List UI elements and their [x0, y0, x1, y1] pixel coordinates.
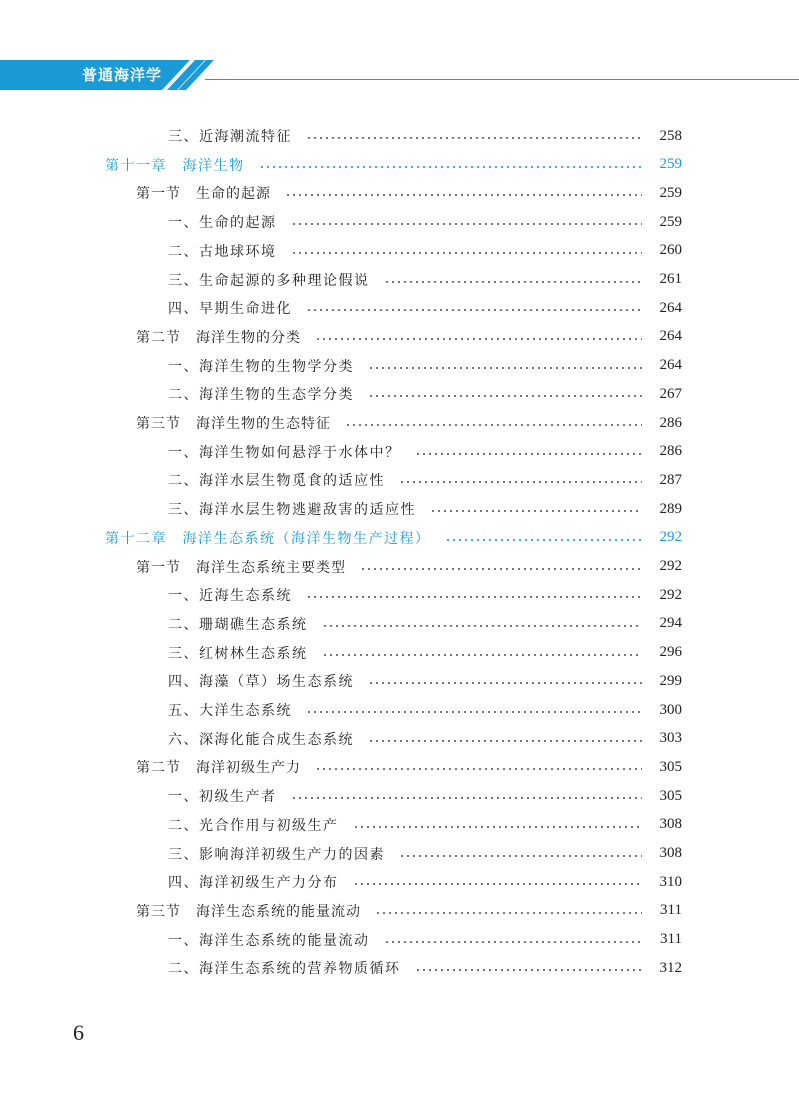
toc-chapter-row[interactable] — [105, 153, 682, 177]
toc-entry-label: 三、影响海洋初级生产力的因素 — [168, 846, 385, 863]
dot-leader — [384, 281, 643, 283]
toc-entry-page: 303 — [659, 730, 682, 747]
toc-entry-page: 312 — [659, 959, 682, 976]
toc-entry-page: 305 — [659, 758, 682, 775]
toc-entry-row[interactable] — [168, 928, 682, 952]
toc-entry-row[interactable] — [168, 842, 682, 866]
toc-entry-label: 第三节 海洋生物的生态特征 — [136, 416, 331, 432]
dot-leader — [445, 539, 643, 541]
toc-entry-row[interactable] — [168, 784, 682, 808]
toc-entry-page: 258 — [659, 127, 682, 144]
toc-entry-row[interactable] — [168, 296, 682, 320]
dot-leader — [322, 654, 643, 656]
toc-entry-page: 300 — [659, 701, 682, 718]
dot-leader — [259, 166, 643, 168]
toc-section-row[interactable] — [136, 411, 682, 435]
dot-leader — [306, 711, 642, 713]
dot-leader — [291, 797, 643, 799]
dot-leader — [315, 768, 642, 770]
dot-leader — [368, 367, 642, 369]
dot-leader — [322, 625, 643, 627]
toc-entry-row[interactable] — [168, 124, 682, 148]
toc-entry-page: 259 — [659, 213, 682, 230]
dot-leader — [368, 682, 642, 684]
toc-entry-label: 四、早期生命进化 — [168, 301, 292, 318]
toc-entry-label: 六、深海化能合成生态系统 — [168, 731, 354, 748]
toc-entry-label: 四、海洋初级生产力分布 — [168, 875, 339, 892]
header-rule — [205, 79, 799, 80]
toc-entry-page: 311 — [660, 902, 682, 919]
toc-entry-row[interactable] — [168, 210, 682, 234]
toc-chapter-row[interactable] — [105, 526, 682, 550]
dot-leader — [315, 338, 642, 340]
book-title: 普通海洋学 — [82, 66, 163, 84]
toc-entry-label: 第十二章 海洋生态系统（海洋生物生产过程） — [105, 530, 431, 547]
toc-entry-label: 第二节 海洋初级生产力 — [136, 760, 301, 777]
toc-entry-row[interactable] — [168, 813, 682, 837]
toc-entry-label: 二、光合作用与初级生产 — [168, 817, 339, 834]
toc-entry-page: 260 — [659, 242, 682, 259]
toc-entry-page: 308 — [659, 816, 682, 833]
toc-entry-row[interactable] — [168, 440, 682, 464]
toc-entry-row[interactable] — [168, 468, 682, 492]
toc-entry-label: 第一节 海洋生态系统主要类型 — [136, 559, 346, 576]
toc-entry-row[interactable] — [168, 870, 682, 894]
toc-entry-row[interactable] — [168, 956, 682, 980]
dot-leader — [353, 883, 643, 885]
toc-entry-label: 三、海洋水层生物逃避敌害的适应性 — [168, 502, 416, 519]
toc-section-row[interactable] — [136, 325, 682, 349]
toc-entry-label: 一、海洋生物的生物学分类 — [168, 358, 354, 375]
dot-leader — [399, 481, 642, 483]
dot-leader — [360, 568, 642, 570]
toc-entry-row[interactable] — [168, 497, 682, 521]
toc-entry-row[interactable] — [168, 612, 682, 636]
dot-leader — [291, 223, 643, 225]
toc-entry-label: 三、生命起源的多种理论假说 — [168, 272, 370, 289]
toc-entry-row[interactable] — [168, 583, 682, 607]
toc-section-row[interactable] — [136, 555, 682, 579]
toc-entry-label: 二、古地球环境 — [168, 243, 277, 260]
dot-leader — [353, 826, 643, 828]
toc-entry-page: 289 — [659, 500, 682, 517]
dot-leader — [306, 596, 642, 598]
toc-entry-row[interactable] — [168, 382, 682, 406]
toc-entry-page: 259 — [659, 184, 682, 201]
dot-leader — [368, 395, 642, 397]
toc-entry-page: 259 — [659, 156, 682, 173]
toc-entry-label: 第十一章 海洋生物 — [105, 157, 245, 174]
toc-entry-page: 311 — [660, 931, 682, 948]
toc-entry-row[interactable] — [168, 239, 682, 263]
toc-entry-page: 292 — [659, 529, 682, 546]
dot-leader — [285, 194, 642, 196]
toc-entry-page: 299 — [659, 672, 682, 689]
toc-entry-page: 264 — [659, 328, 682, 345]
toc-entry-page: 292 — [659, 558, 682, 574]
toc-entry-page: 294 — [659, 615, 682, 632]
toc-entry-label: 二、海洋生物的生态学分类 — [168, 387, 354, 404]
toc-entry-page: 287 — [659, 471, 682, 488]
dot-leader — [430, 510, 642, 512]
toc-entry-label: 五、大洋生态系统 — [168, 703, 292, 719]
toc-entry-page: 296 — [659, 644, 682, 661]
toc-entry-row[interactable] — [168, 727, 682, 751]
toc-entry-label: 二、珊瑚礁生态系统 — [168, 616, 308, 633]
toc-entry-row[interactable] — [168, 354, 682, 378]
toc-entry-label: 一、近海生态系统 — [168, 588, 292, 605]
toc-entry-row[interactable] — [168, 698, 682, 722]
page-number: 6 — [73, 1020, 84, 1045]
toc-section-row[interactable] — [136, 755, 682, 779]
toc-entry-row[interactable] — [168, 669, 682, 693]
toc-entry-label: 二、海洋水层生物觅食的适应性 — [168, 473, 385, 490]
toc-entry-page: 261 — [659, 271, 682, 287]
toc-entry-label: 第一节 生命的起源 — [136, 186, 271, 203]
toc-entry-label: 一、初级生产者 — [168, 789, 277, 806]
toc-entry-page: 305 — [659, 787, 682, 804]
dot-leader — [291, 252, 643, 254]
dot-leader — [368, 740, 642, 742]
toc-entry-page: 267 — [659, 385, 682, 402]
dot-leader — [306, 309, 642, 311]
toc-entry-label: 二、海洋生态系统的营养物质循环 — [168, 961, 401, 978]
toc-entry-page: 292 — [659, 586, 682, 603]
toc-entry-label: 三、红树林生态系统 — [168, 645, 308, 662]
toc-entry-label: 一、海洋生态系统的能量流动 — [168, 932, 370, 949]
toc-entry-label: 第二节 海洋生物的分类 — [136, 329, 301, 346]
toc-section-row[interactable] — [136, 181, 682, 205]
toc-entry-label: 一、海洋生物如何悬浮于水体中？ — [168, 444, 401, 461]
toc-entry-label: 第三节 海洋生态系统的能量流动 — [136, 903, 361, 920]
toc-entry-row[interactable] — [168, 268, 682, 292]
dot-leader — [415, 453, 643, 455]
toc-entry-label: 四、海藻（草）场生态系统 — [168, 674, 354, 691]
toc-entry-page: 310 — [659, 873, 682, 890]
toc-entry-page: 264 — [659, 357, 682, 374]
toc-entry-row[interactable] — [168, 641, 682, 665]
dot-leader — [415, 969, 643, 971]
dot-leader — [375, 912, 642, 914]
dot-leader — [345, 424, 642, 426]
toc-entry-page: 286 — [659, 414, 682, 431]
toc-entry-label: 一、生命的起源 — [168, 215, 277, 232]
toc-entry-page: 264 — [659, 299, 682, 316]
toc-entry-page: 286 — [659, 443, 682, 460]
dot-leader — [399, 855, 642, 857]
toc-entry-label: 三、近海潮流特征 — [168, 129, 292, 145]
dot-leader — [384, 941, 643, 943]
toc-entry-page: 308 — [659, 845, 682, 861]
toc-section-row[interactable] — [136, 899, 682, 923]
dot-leader — [306, 137, 642, 139]
